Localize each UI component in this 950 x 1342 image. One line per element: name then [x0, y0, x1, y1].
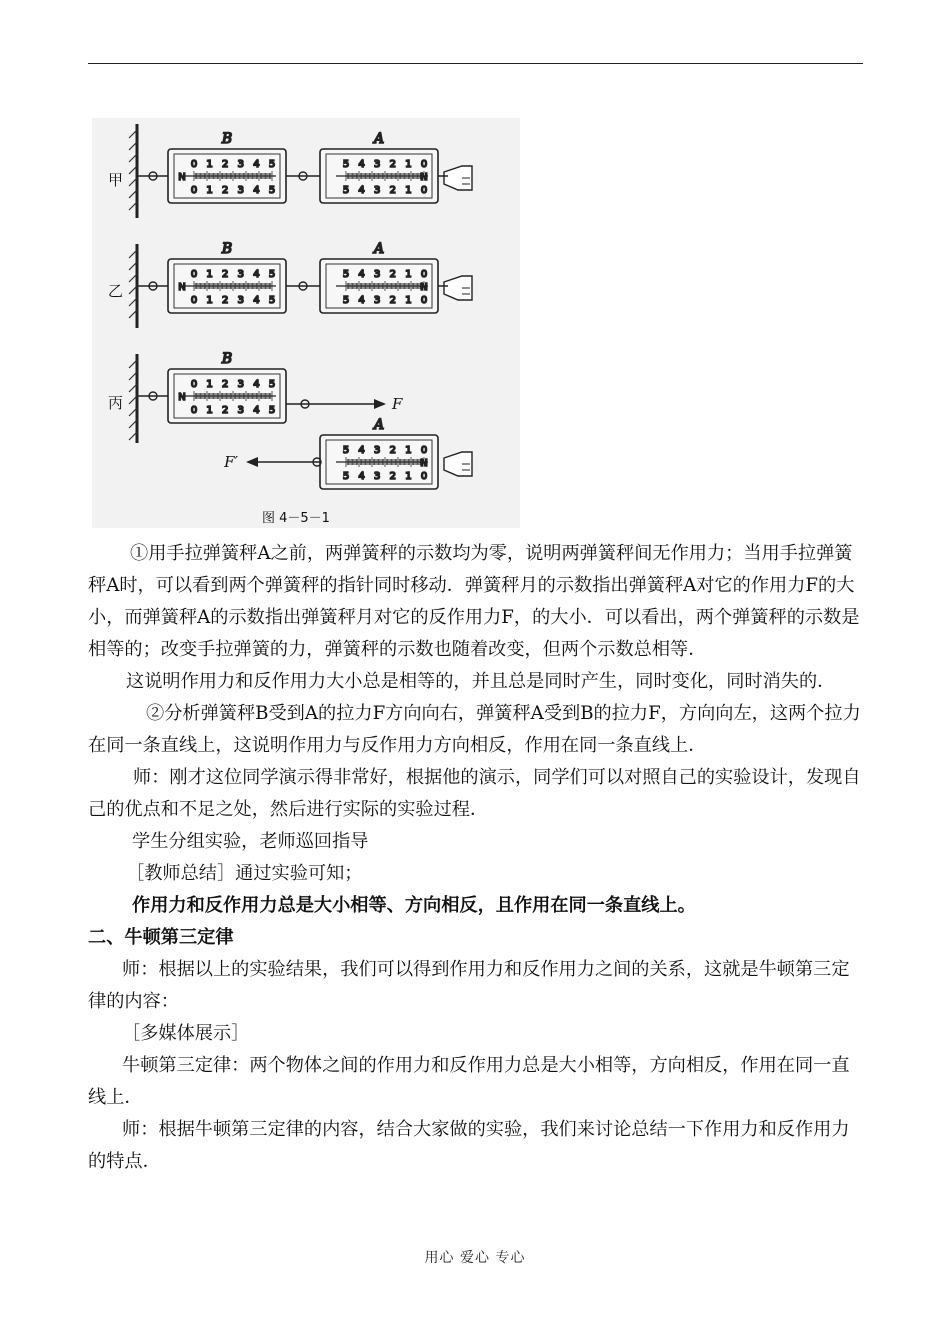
- scale-tick-label: 3: [237, 379, 244, 390]
- scale-tick-label: 2: [222, 295, 229, 306]
- scale-tick-label: 1: [405, 159, 412, 170]
- hook-connector: [286, 400, 324, 408]
- scale-tick-label: 1: [206, 159, 213, 170]
- reaction-force-label: F′: [224, 453, 238, 471]
- scale-tick-label: 2: [389, 269, 396, 280]
- scale-tick-label: 3: [374, 159, 381, 170]
- scale-unit-label: N: [178, 172, 186, 183]
- scale-tick-label: 3: [374, 185, 381, 196]
- scale-tick-label: 2: [222, 269, 229, 280]
- scale-tick-label: 0: [190, 159, 198, 170]
- paragraph-third-law-statement: 牛顿第三定律：两个物体之间的作用力和反作用力总是大小相等，方向相反，作用在同一直线上．: [88, 1055, 850, 1108]
- scale-tick-label: 0: [190, 295, 198, 306]
- scale-tick-label: 4: [253, 405, 260, 416]
- scale-tick-label: 1: [405, 471, 412, 482]
- page-footer: 用心 爱心 专心: [424, 1250, 526, 1266]
- scale-tick-label: 5: [268, 159, 276, 170]
- spring-scale-b-2: [168, 351, 286, 423]
- spring-scale-figure: [92, 118, 520, 528]
- scale-letter-label: B: [221, 351, 233, 367]
- spring-scale-diagram: [92, 118, 520, 528]
- scale-tick-label: 5: [342, 269, 350, 280]
- scale-tick-label: 4: [358, 269, 365, 280]
- scale-tick-label: 0: [190, 269, 198, 280]
- scale-tick-label: 2: [389, 295, 396, 306]
- scale-tick-label: 5: [342, 159, 350, 170]
- force-arrow-head: [374, 399, 386, 409]
- paragraph-group-experiment: 学生分组实验，老师巡回指导: [132, 831, 369, 852]
- scale-tick-label: 4: [253, 379, 260, 390]
- scale-tick-label: 4: [253, 295, 260, 306]
- scale-tick-label: 0: [420, 269, 428, 280]
- scale-unit-label: N: [420, 282, 428, 293]
- row-label-bing: 丙: [108, 394, 124, 412]
- scale-unit-label: N: [420, 172, 428, 183]
- scale-tick-label: 5: [342, 471, 350, 482]
- scale-letter-label: A: [373, 241, 385, 257]
- scale-tick-label: 0: [420, 471, 428, 482]
- scale-tick-label: 3: [374, 295, 381, 306]
- hand-icon: [444, 452, 472, 476]
- scale-tick-label: 5: [342, 185, 350, 196]
- scale-tick-label: 4: [358, 159, 365, 170]
- paragraph-teacher-comment: 师：刚才这位同学演示得非常好，根据他的演示，同学们可以对照自己的实验设计，发现自己的优点和不足之处，然后进行实际的实验过程．: [88, 767, 861, 820]
- scale-tick-label: 2: [389, 445, 396, 456]
- scale-tick-label: 4: [358, 295, 365, 306]
- scale-unit-label: N: [178, 392, 186, 403]
- scale-tick-label: 5: [268, 295, 276, 306]
- body-text: [88, 538, 863, 1178]
- scale-tick-label: 5: [268, 379, 276, 390]
- hand-icon: [444, 276, 472, 300]
- scale-tick-label: 3: [237, 269, 244, 280]
- hook-connector: [313, 458, 321, 466]
- scale-tick-label: 3: [237, 405, 244, 416]
- scale-tick-label: 0: [190, 405, 198, 416]
- scale-tick-label: 1: [206, 269, 213, 280]
- scale-tick-label: 4: [358, 185, 365, 196]
- spring-scale-a-1: [320, 241, 438, 313]
- scale-tick-label: 0: [190, 379, 198, 390]
- scale-tick-label: 3: [374, 269, 381, 280]
- scale-tick-label: 1: [405, 445, 412, 456]
- paragraph-discussion: 师：根据牛顿第三定律的内容，结合大家做的实验，我们来讨论总结一下作用力和反作用力的特点．: [88, 1119, 850, 1172]
- scale-tick-label: 1: [206, 405, 213, 416]
- scale-tick-label: 3: [237, 295, 244, 306]
- paragraph-multimedia: ［多媒体展示］: [122, 1023, 250, 1044]
- paragraph-analysis-direction: ②分析弹簧秤B受到A的拉力F方向向右，弹簧秤A受到B的拉力F，方向向左，这两个拉力在同一条直线上，这说明作用力与反作用力方向相反，作用在同一条直线上．: [88, 703, 861, 756]
- hook-connector: [138, 282, 168, 290]
- scale-tick-label: 3: [237, 159, 244, 170]
- row-label-jia: 甲: [108, 171, 124, 189]
- spring-scale-a-2: [320, 417, 438, 489]
- section-heading: 二、牛顿第三定律: [88, 927, 234, 948]
- spring-scale-b-0: [168, 131, 286, 203]
- key-conclusion: 作用力和反作用力总是大小相等、方向相反，且作用在同一条直线上。: [132, 895, 696, 916]
- scale-unit-label: N: [420, 458, 428, 469]
- paragraph-experiment-observation: ①用手拉弹簧秤A之前，两弹簧秤的示数均为零，说明两弹簧秤间无作用力；当用手拉弹簧秤A时，可以看到两个弹簧秤的指针同时移动．弹簧秤月的示数指出弹簧秤A对它的作用力F的大小，而弹簧秤A的示数指出弹簧秤月对它的反作用力F，的大小．可以看出，两个弹簧秤的示数是相等的；改变手拉弹簧的力，弹簧秤的示数也随着改变，但两个示数总相等．: [88, 543, 860, 660]
- scale-tick-label: 0: [420, 185, 428, 196]
- scale-letter-label: A: [373, 131, 385, 147]
- scale-tick-label: 4: [253, 185, 260, 196]
- scale-unit-label: N: [178, 282, 186, 293]
- scale-tick-label: 2: [222, 405, 229, 416]
- scale-tick-label: 1: [405, 269, 412, 280]
- scale-tick-label: 2: [389, 159, 396, 170]
- hook-connector: [286, 172, 320, 180]
- scale-tick-label: 2: [389, 471, 396, 482]
- scale-tick-label: 5: [268, 405, 276, 416]
- paragraph-conclusion-magnitude: 这说明作用力和反作用力大小总是相等的，并且总是同时产生，同时变化，同时消失的．: [126, 671, 836, 692]
- scale-tick-label: 0: [420, 445, 428, 456]
- row-label-yi: 乙: [108, 282, 124, 300]
- scale-tick-label: 3: [237, 185, 244, 196]
- scale-tick-label: 5: [268, 185, 276, 196]
- hook-connector: [138, 392, 168, 400]
- scale-tick-label: 0: [420, 295, 428, 306]
- reaction-arrow-head: [246, 457, 258, 467]
- hand-icon: [444, 166, 472, 190]
- scale-tick-label: 1: [206, 379, 213, 390]
- scale-tick-label: 4: [253, 159, 260, 170]
- scale-letter-label: A: [373, 417, 385, 433]
- figure-caption: 图 4－5－1: [262, 511, 330, 526]
- scale-tick-label: 2: [222, 379, 229, 390]
- header-rule: [88, 63, 863, 64]
- scale-letter-label: B: [221, 131, 233, 147]
- scale-tick-label: 3: [374, 445, 381, 456]
- scale-tick-label: 5: [342, 445, 350, 456]
- scale-tick-label: 0: [420, 159, 428, 170]
- scale-tick-label: 2: [222, 159, 229, 170]
- paragraph-third-law-intro: 师：根据以上的实验结果，我们可以得到作用力和反作用力之间的关系，这就是牛顿第三定律的内容：: [88, 959, 850, 1012]
- paragraph-teacher-summary: ［教师总结］通过实验可知；: [126, 863, 363, 884]
- scale-tick-label: 1: [206, 185, 213, 196]
- spring-scale-b-1: [168, 241, 286, 313]
- scale-tick-label: 5: [342, 295, 350, 306]
- hook-connector: [286, 282, 320, 290]
- scale-tick-label: 2: [389, 185, 396, 196]
- scale-tick-label: 2: [222, 185, 229, 196]
- scale-tick-label: 1: [405, 295, 412, 306]
- scale-tick-label: 4: [358, 471, 365, 482]
- scale-tick-label: 0: [190, 185, 198, 196]
- scale-tick-label: 4: [253, 269, 260, 280]
- scale-tick-label: 1: [405, 185, 412, 196]
- scale-tick-label: 5: [268, 269, 276, 280]
- scale-tick-label: 1: [206, 295, 213, 306]
- spring-scale-a-0: [320, 131, 438, 203]
- scale-letter-label: B: [221, 241, 233, 257]
- scale-tick-label: 4: [358, 445, 365, 456]
- hook-connector: [138, 172, 168, 180]
- scale-tick-label: 3: [374, 471, 381, 482]
- force-label: F: [392, 395, 403, 413]
